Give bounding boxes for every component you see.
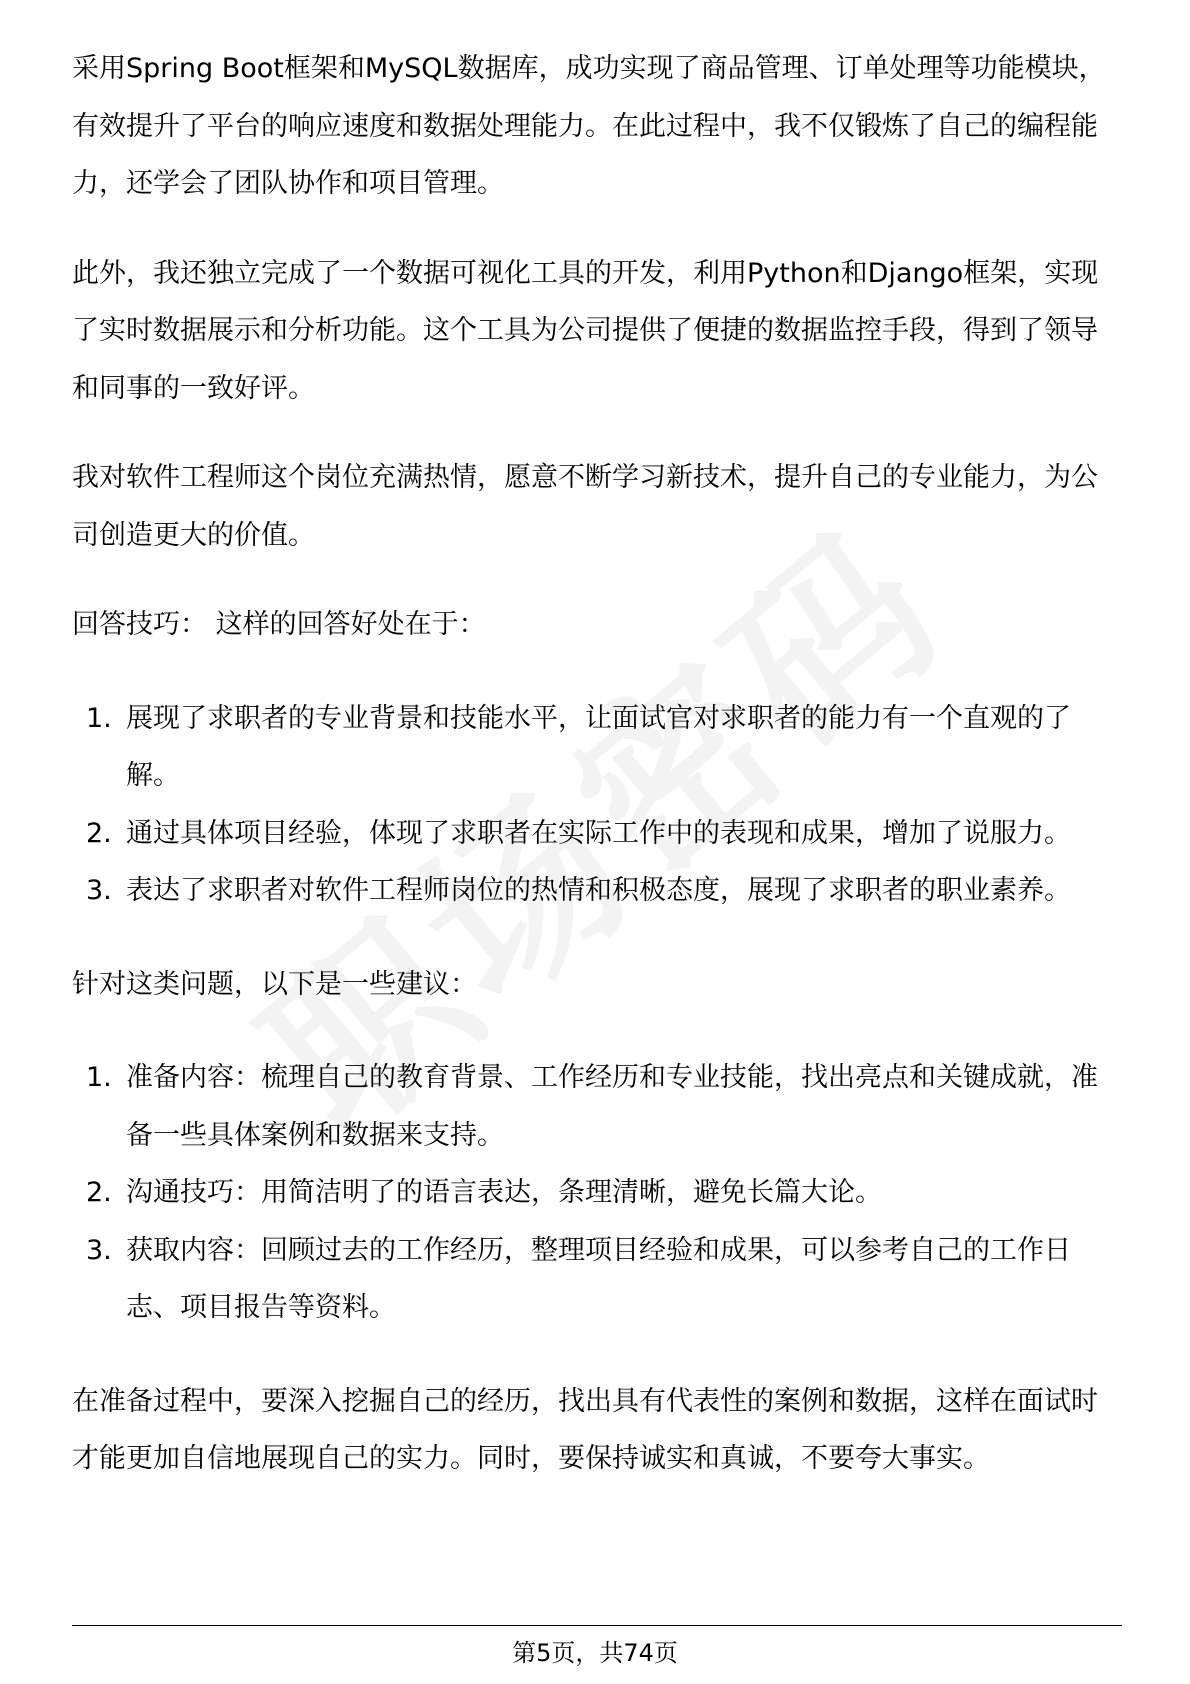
list-number: 2. <box>86 817 112 849</box>
page-number: 第5页，共74页 <box>512 1639 678 1667</box>
footer-divider <box>72 1625 1122 1626</box>
tips-heading: 回答技巧： 这样的回答好处在于： <box>72 609 486 640</box>
list-number: 1. <box>86 702 112 734</box>
paragraph-visualization-tool: 此外，我还独立完成了一个数据可视化工具的开发，利用Python和Django框架，实现了实时数据展示和分析功能。这个工具为公司提供了便捷的数据监控手段，得到了领导和同事的一致好评。 <box>72 257 1099 404</box>
list-text: 展现了求职者的专业背景和技能水平，让面试官对求职者的能力有一个直观的了解。 <box>126 702 1071 791</box>
list-number: 3. <box>86 875 112 906</box>
list-number: 1. <box>86 1062 112 1093</box>
list-item <box>72 1164 1122 1222</box>
list-text: 获取内容：回顾过去的工作经历，整理项目经验和成果，可以参考自己的工作日志、项目报告等资料。 <box>126 1234 1071 1323</box>
list-item <box>72 805 1122 863</box>
list-item <box>72 690 1122 805</box>
list-item <box>72 1049 1122 1164</box>
list-text: 准备内容：梳理自己的教育背景、工作经历和专业技能，找出亮点和关键成就，准备一些具体案例和数据来支持。 <box>126 1062 1098 1151</box>
list-text: 通过具体项目经验，体现了求职者在实际工作中的表现和成果，增加了说服力。 <box>126 817 1071 849</box>
tips-list <box>72 690 1122 920</box>
list-number: 3. <box>86 1234 112 1266</box>
paragraph-motivation: 我对软件工程师这个岗位充满热情，愿意不断学习新技术，提升自己的专业能力，为公司创造更大的价值。 <box>72 462 1098 551</box>
list-text: 表达了求职者对软件工程师岗位的热情和积极态度，展现了求职者的职业素养。 <box>126 875 1071 906</box>
list-item <box>72 862 1122 920</box>
list-number: 2. <box>86 1177 112 1208</box>
list-item <box>72 1222 1122 1337</box>
paragraph-closing: 在准备过程中，要深入挖掘自己的经历，找出具有代表性的案例和数据，这样在面试时才能更加自信地展现自己的实力。同时，要保持诚实和真诚，不要夸大事实。 <box>72 1385 1098 1474</box>
advice-heading: 针对这类问题，以下是一些建议： <box>72 968 477 1000</box>
page-content <box>72 40 1122 1520</box>
paragraph-project-experience: 采用Spring Boot框架和MySQL数据库，成功实现了商品管理、订单处理等功能模块，有效提升了平台的响应速度和数据处理能力。在此过程中，我不仅锻炼了自己的编程能力，还学会了团队协作和项目管理。 <box>72 53 1106 199</box>
advice-list <box>72 1049 1122 1337</box>
list-text: 沟通技巧：用简洁明了的语言表达，条理清晰，避免长篇大论。 <box>126 1177 882 1208</box>
